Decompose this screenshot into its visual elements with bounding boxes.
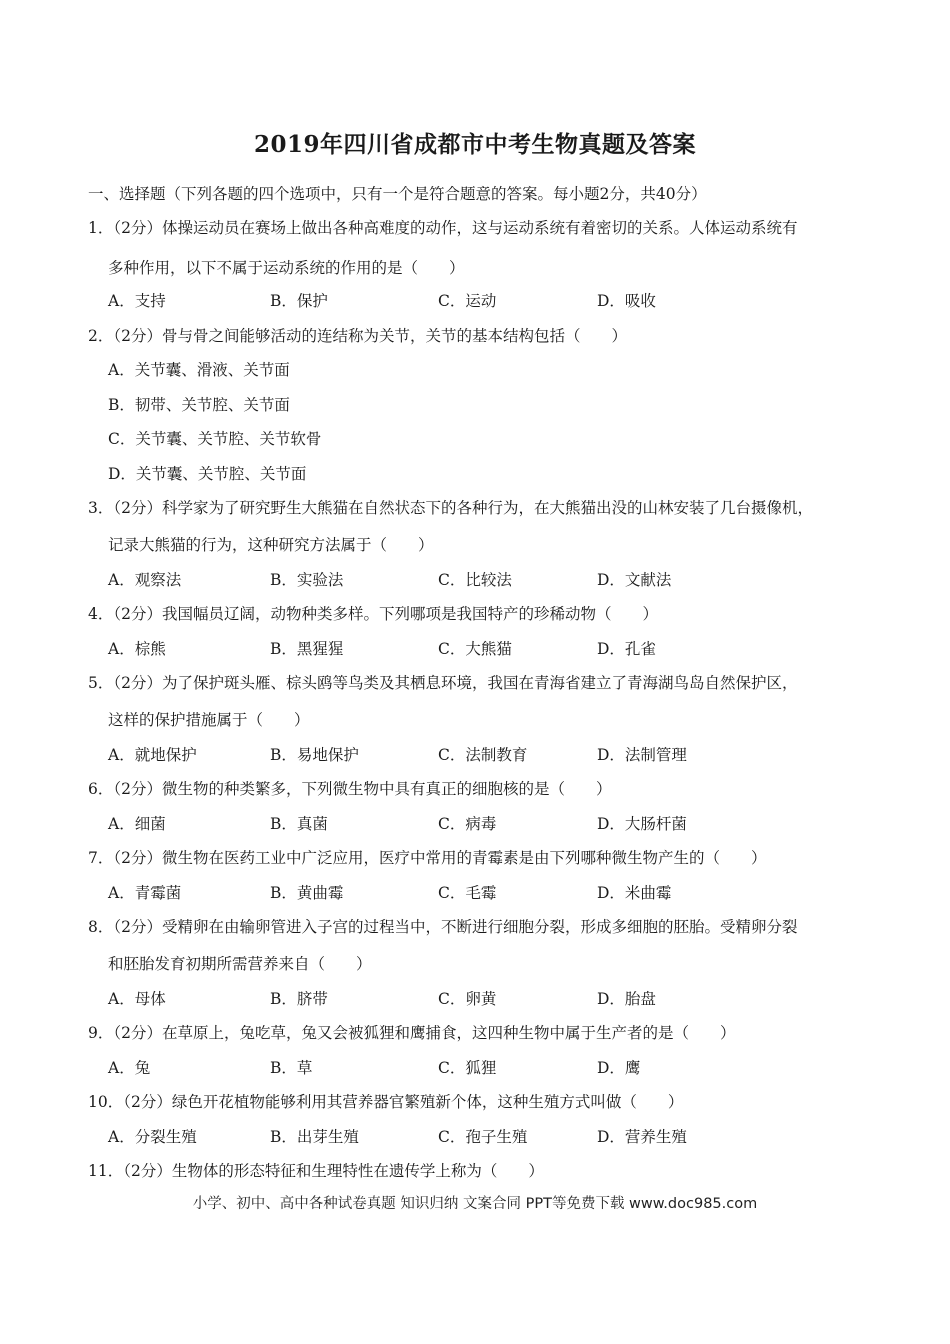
question-2-option-d: D．关节囊、关节腔、关节面: [108, 465, 307, 483]
question-5-option-a: A．就地保护: [108, 746, 197, 764]
question-4-option-b: B．黑猩猩: [270, 640, 344, 658]
question-8-option-d: D．胎盘: [597, 990, 656, 1008]
question-11-line-1: 11．（2分）生物体的形态特征和生理特性在遗传学上称为（ ）: [88, 1162, 544, 1180]
question-10-option-b: B．出芽生殖: [270, 1128, 359, 1146]
question-8-option-a: A．母体: [108, 990, 166, 1008]
question-3-option-c: C．比较法: [438, 571, 512, 589]
question-6-option-a: A．细菌: [108, 815, 166, 833]
section-heading: 一、选择题（下列各题的四个选项中，只有一个是符合题意的答案。每小题2分，共40分）: [88, 185, 707, 203]
question-5-option-d: D．法制管理: [597, 746, 687, 764]
page-title: 2019年四川省成都市中考生物真题及答案: [253, 131, 696, 158]
question-3-option-d: D．文献法: [597, 571, 672, 589]
question-4-line-1: 4．（2分）我国幅员辽阔，动物种类多样。下列哪项是我国特产的珍稀动物（ ）: [88, 605, 658, 623]
question-2-line-1: 2．（2分）骨与骨之间能够活动的连结称为关节，关节的基本结构包括（ ）: [88, 327, 627, 345]
question-2-option-a: A．关节囊、滑液、关节面: [108, 361, 290, 379]
question-5-option-b: B．易地保护: [270, 746, 359, 764]
question-9-option-b: B．草: [270, 1059, 313, 1077]
question-7-option-b: B．黄曲霉: [270, 884, 344, 902]
question-3-option-b: B．实验法: [270, 571, 344, 589]
question-2-option-b: B．韧带、关节腔、关节面: [108, 396, 290, 414]
question-8-line-2: 和胚胎发育初期所需营养来自（ ）: [108, 955, 372, 973]
question-5-option-c: C．法制教育: [438, 746, 528, 764]
question-4-option-a: A．棕熊: [108, 640, 166, 658]
question-5-line-2: 这样的保护措施属于（ ）: [108, 711, 310, 729]
question-6-option-c: C．病毒: [438, 815, 497, 833]
question-3-option-a: A．观察法: [108, 571, 182, 589]
question-1-option-c: C．运动: [438, 292, 497, 310]
question-10-option-c: C．孢子生殖: [438, 1128, 528, 1146]
page-footer: 小学、初中、高中各种试卷真题 知识归纳 文案合同 PPT等免费下载 www.doc985.com: [192, 1196, 758, 1212]
question-1-option-b: B．保护: [270, 292, 328, 310]
question-6-line-1: 6．（2分）微生物的种类繁多，下列微生物中具有真正的细胞核的是（ ）: [88, 780, 612, 798]
question-8-option-c: C．卵黄: [438, 990, 497, 1008]
question-9-option-c: C．狐狸: [438, 1059, 497, 1077]
question-7-option-c: C．毛霉: [438, 884, 497, 902]
question-10-option-d: D．营养生殖: [597, 1128, 687, 1146]
question-8-option-b: B．脐带: [270, 990, 328, 1008]
question-4-option-d: D．孔雀: [597, 640, 656, 658]
question-7-line-1: 7．（2分）微生物在医药工业中广泛应用，医疗中常用的青霉素是由下列哪种微生物产生的（ ）: [88, 849, 767, 867]
question-9-line-1: 9．（2分）在草原上，兔吃草，兔又会被狐狸和鹰捕食，这四种生物中属于生产者的是（ ）: [88, 1024, 736, 1042]
question-9-option-a: A．兔: [108, 1059, 151, 1077]
question-7-option-d: D．米曲霉: [597, 884, 672, 902]
question-1-option-a: A．支持: [108, 292, 166, 310]
question-8-line-1: 8．（2分）受精卵在由输卵管进入子宫的过程当中，不断进行细胞分裂，形成多细胞的胚胎。受精卵分裂: [88, 918, 798, 936]
question-7-option-a: A．青霉菌: [108, 884, 182, 902]
question-3-line-1: 3．（2分）科学家为了研究野生大熊猫在自然状态下的各种行为，在大熊猫出没的山林安装了几台摄像机，: [88, 499, 813, 517]
question-4-option-c: C．大熊猫: [438, 640, 512, 658]
question-6-option-b: B．真菌: [270, 815, 328, 833]
question-6-option-d: D．大肠杆菌: [597, 815, 687, 833]
question-9-option-d: D．鹰: [597, 1059, 641, 1077]
question-1-line-1: 1．（2分）体操运动员在赛场上做出各种高难度的动作，这与运动系统有着密切的关系。人体运动系统有: [88, 219, 798, 237]
question-10-line-1: 10．（2分）绿色开花植物能够利用其营养器官繁殖新个体，这种生殖方式叫做（ ）: [88, 1093, 684, 1111]
question-1-option-d: D．吸收: [597, 292, 656, 310]
question-10-option-a: A．分裂生殖: [108, 1128, 197, 1146]
question-2-option-c: C．关节囊、关节腔、关节软骨: [108, 430, 322, 448]
question-3-line-2: 记录大熊猫的行为，这种研究方法属于（ ）: [108, 536, 434, 554]
question-5-line-1: 5．（2分）为了保护斑头雁、棕头鸥等鸟类及其栖息环境，我国在青海省建立了青海湖鸟岛自然保护区，: [88, 674, 798, 692]
question-1-line-2: 多种作用，以下不属于运动系统的作用的是（ ）: [108, 259, 465, 277]
